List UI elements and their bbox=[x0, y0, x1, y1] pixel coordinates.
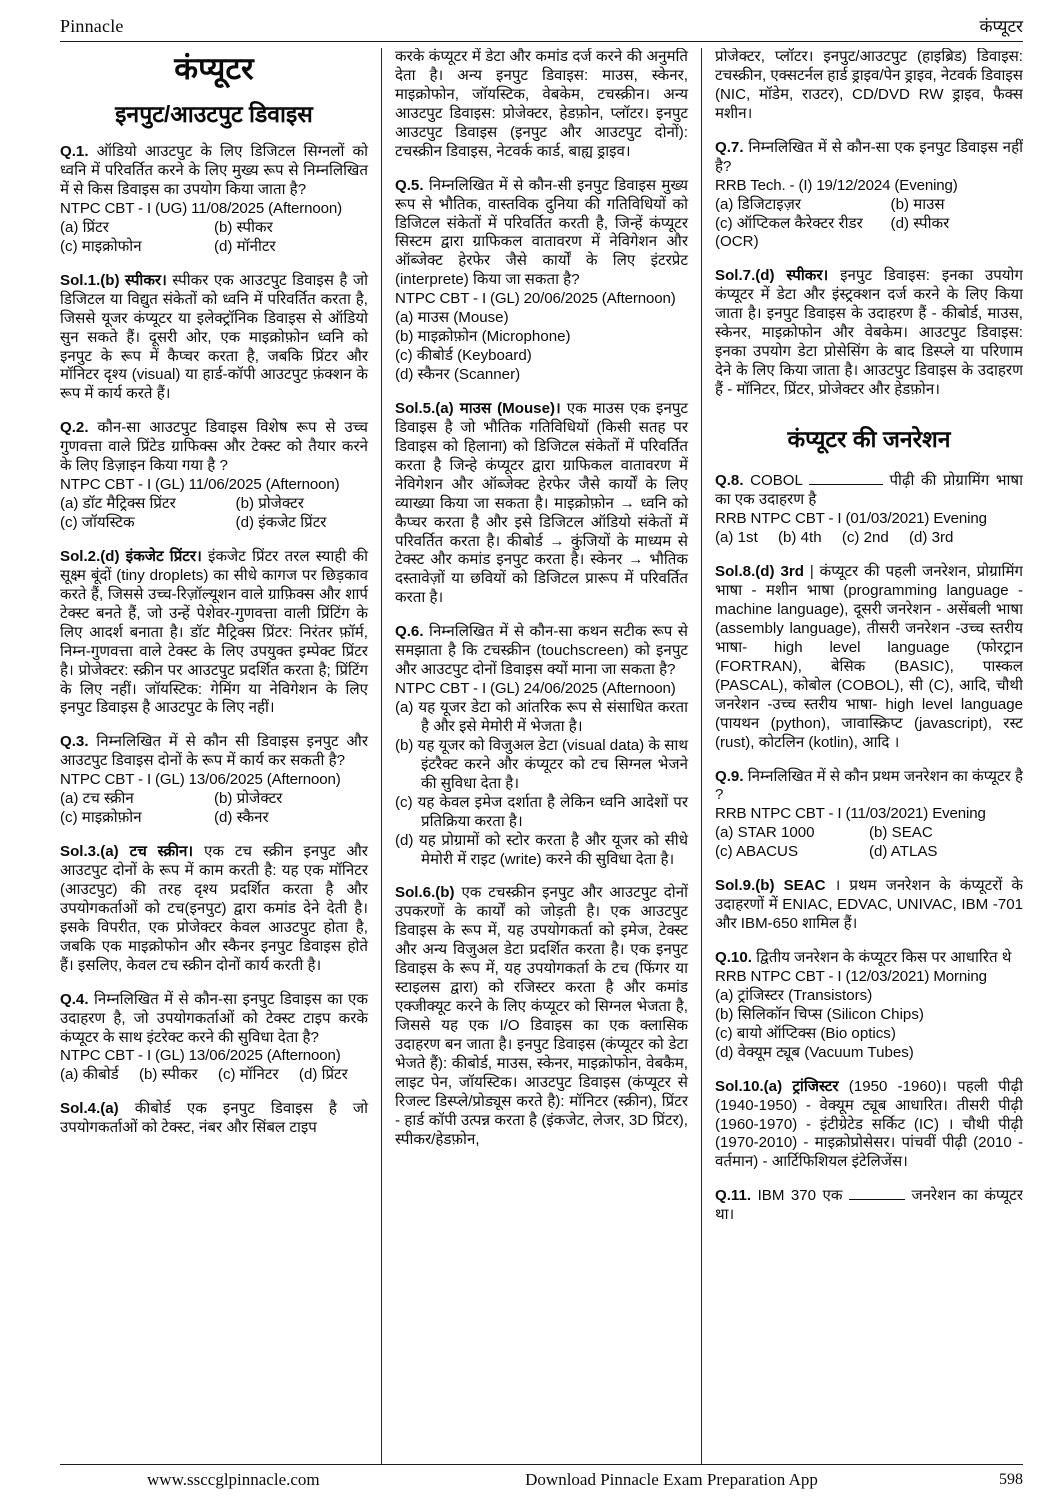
solution-block-10 bbox=[715, 1078, 1023, 1173]
question-5-text bbox=[395, 177, 688, 291]
question-7-source: RRB Tech. - (I) 19/12/2024 (Evening) bbox=[715, 176, 958, 194]
question-8-label: Q.8. bbox=[715, 472, 744, 490]
question-2-label: Q.2. bbox=[60, 419, 89, 437]
question-3-label: Q.3. bbox=[60, 733, 89, 751]
question-block-7 bbox=[715, 139, 1023, 253]
question-4-text bbox=[60, 991, 368, 1048]
fill-blank bbox=[809, 484, 883, 485]
question-4-options bbox=[60, 1066, 368, 1085]
column-1 bbox=[60, 48, 381, 1464]
solution-block-8 bbox=[715, 563, 1023, 752]
solution-1-answer: स्पीकर। bbox=[124, 271, 167, 289]
solution-8-label: Sol.8.(d) bbox=[715, 563, 775, 581]
question-5-body: निम्नलिखित में से कौन-सी इनपुट डिवाइस मुख्य रूप से भौतिक, वास्तविक दुनिया की गतिविधियों को डिजिटल संकेतों में परिवर्तित करती है, जिन्हें कंप्यूटर सिस्टम द्वारा ग्राफिकल वातावरण में नेविगेशन और ऑब्जेक्ट हेरफेर जैसे कार्यों के लिए इंटरप्रेट (interprete) किया जा सकता है? bbox=[395, 176, 689, 289]
solution-1-body: स्पीकर एक आउटपुट डिवाइस है जो डिजिटल या विद्युत संकेतों को ध्वनि में परिवर्तित करता है, जिससे यूजर कंप्यूटर या इलेक्ट्रॉनिक डिवाइस से ऑडियो सुन सकते हैं। दूसरी ओर, एक माइक्रोफ़ोन ध्वनि को इनपुट के रूप में कैप्चर करता है, जबकि प्रिंटर और मॉनिटर दृश्य (visual) या हार्ड-कॉपी आउटपुट फ़ंक्शन के रूप में कार्य करते हैं। bbox=[60, 271, 368, 403]
solution-block-7 bbox=[715, 267, 1023, 400]
solution-8-answer: 3rd bbox=[780, 563, 804, 581]
question-6-source: NTPC CBT - I (GL) 24/06/2025 (Afternoon) bbox=[395, 680, 676, 698]
solution-3-answer: टच स्क्रीन। bbox=[129, 843, 194, 861]
footer-app-promo: Download Pinnacle Exam Preparation App bbox=[525, 1470, 818, 1489]
question-5-label: Q.5. bbox=[395, 176, 424, 194]
question-10-body: द्वितीय जनरेशन के कंप्यूटर किस पर आधारित थे bbox=[756, 949, 1012, 966]
question-9-text bbox=[715, 768, 1023, 806]
option-b[interactable]: (b) माउस bbox=[890, 195, 945, 213]
solution-9-label: Sol.9.(b) bbox=[715, 877, 775, 895]
question-block-10 bbox=[715, 949, 1023, 1063]
question-9-body: निम्नलिखित में से कौन प्रथम जनरेशन का कंप्यूटर है ? bbox=[715, 767, 1023, 804]
column-2 bbox=[381, 48, 702, 1464]
running-head bbox=[22, 14, 1039, 39]
question-9-label: Q.9. bbox=[715, 767, 744, 785]
option-b[interactable]: (b) यह यूजर को विजुअल डेटा (visual data) के साथ इंटरैक्ट करने और कंप्यूटर को टच सिग्नल भेजने की सुविधा देता है। bbox=[395, 736, 688, 792]
option-a[interactable]: (a) कीबोर्ड bbox=[60, 1066, 119, 1084]
question-4-label: Q.4. bbox=[60, 990, 89, 1008]
footer-page-number: 598 bbox=[999, 1471, 1023, 1488]
question-block-11 bbox=[715, 1187, 1023, 1225]
solution-10-text bbox=[715, 1078, 1023, 1173]
section-title: इनपुट/आउटपुट डिवाइस bbox=[115, 100, 313, 127]
question-1-body: ऑडियो आउटपुट के लिए डिजिटल सिग्नलों को ध्वनि में परिवर्तित करने के लिए मुख्य रूप से निम्नलिखित में से किस डिवाइस का उपयोग किया जाता है? bbox=[60, 143, 368, 199]
solution-2-label: Sol.2.(d) bbox=[60, 547, 120, 565]
question-8-text bbox=[715, 472, 1023, 510]
question-9-options bbox=[715, 824, 1023, 862]
question-11-text bbox=[715, 1187, 1023, 1225]
question-3-body: निम्नलिखित में से कौन सी डिवाइस इनपुट और आउटपुट डिवाइस दोनों के रूप में कार्य कर सकती है? bbox=[60, 733, 369, 770]
solution-5-text bbox=[395, 400, 688, 608]
option-c[interactable]: (c) बायो ऑप्टिक्स (Bio optics) bbox=[715, 1024, 896, 1042]
question-3-text bbox=[60, 733, 368, 771]
header-divider bbox=[60, 41, 1023, 42]
solution-7-label: Sol.7.(d) bbox=[715, 267, 775, 285]
question-2-text bbox=[60, 419, 368, 476]
fill-blank bbox=[849, 1199, 905, 1200]
option-b[interactable]: (b) 4th bbox=[777, 529, 822, 547]
solution-3-label: Sol.3.(a) bbox=[60, 843, 119, 861]
question-1-options bbox=[60, 219, 368, 257]
question-6-options bbox=[395, 699, 688, 869]
question-4-source: NTPC CBT - I (GL) 13/06/2025 (Afternoon) bbox=[60, 1047, 341, 1065]
question-4-body: निम्नलिखित में से कौन-सा इनपुट डिवाइस का एक उदाहरण है, जो उपयोगकर्ताओं को टेक्स्ट टाइप करके कंप्यूटर के साथ इंटरेक्ट करने की सुविधा देता है? bbox=[60, 990, 368, 1046]
option-c[interactable]: (c) ऑप्टिकल कैरेक्टर रीडर (OCR) bbox=[715, 214, 863, 251]
question-10-options bbox=[715, 987, 1023, 1063]
option-a[interactable]: (a) प्रिंटर bbox=[60, 218, 109, 236]
question-block-9 bbox=[715, 768, 1023, 863]
option-c[interactable]: (c) 2nd bbox=[841, 529, 889, 547]
solution-1-label: Sol.1.(b) bbox=[60, 271, 120, 289]
option-b[interactable]: (b) सिलिकॉन चिप्स (Silicon Chips) bbox=[715, 1005, 924, 1023]
question-7-text bbox=[715, 139, 1023, 177]
option-c[interactable]: (c) माइक्रोफोन bbox=[60, 237, 142, 255]
question-3-source: NTPC CBT - I (GL) 13/06/2025 (Afternoon) bbox=[60, 771, 341, 789]
solution-3-text bbox=[60, 843, 368, 976]
question-5-source: NTPC CBT - I (GL) 20/06/2025 (Afternoon) bbox=[395, 290, 676, 308]
solution-2-answer: इंकजेट प्रिंटर। bbox=[125, 547, 202, 565]
solution-6-body-part1: एक टचस्क्रीन इनपुट और आउटपुट दोनों उपकरणों के कार्यों को जोड़ती है। एक आउटपुट डिवाइस के रूप में, यह उपयोगकर्ता को इमेज, टेक्स्ट और अन्य विजुअल डेटा प्रदर्शित करता है। एक इनपुट डिवाइस के रूप में, यह उपयोगकर्ता के टच (फिंगर या स्टाइलस द्वारा) को रजिस्टर करता है और कमांड एक्जीक्यूट करने के लिए कंप्यूटर को सिग्नल भेजता है, जिससे यह एक I/O डिवाइस का एक क्लासिक उदाहरण बन जाता है। इनपुट डिवाइस (कंप्यूटर को डेटा भेजते हैं): कीबोर्ड, माउस, स्केनर, माइक्रोफोन, वेबकैम, लाइट पेन, जॉयस्टिक। आउटपुट डिवाइस (कंप्यूटर से रिजल्ट डिस्प्ले/प्रोड्यूस करते है): मॉनिटर (स्क्रीन), प्रिंटर - हार्ड कॉपी उत्पन्न करता है (इंकजेट, लेजर, 3D प्रिंटर), स्पीकर/हेडफ़ोन, bbox=[395, 884, 688, 1148]
page-footer bbox=[22, 1465, 1039, 1500]
question-10-source: RRB NTPC CBT - I (12/03/2021) Morning bbox=[715, 967, 987, 985]
option-c[interactable]: (c) ABACUS bbox=[715, 843, 799, 861]
solution-8-body: | कंप्यूटर की पहली जनरेशन, प्रोग्रामिंग भाषा - मशीन भाषा (programming language - machine language), दूसरी जनरेशन - असेंबली भाषा (assembly language), तीसरी जनरेशन -उच्च स्तरीय भाषा- high level language (फोरट्रान (FORTRAN), बेसिक (BASIC), पास्कल (PASCAL), कोबोल (COBOL), सी (C), आदि, चौथी जनरेशन -उच्च स्तरीय भाषा- high level language (पायथन (python), जावास्क्रिप्ट (javascript), रस्ट (rust), कोटलिन (kotlin), आदि । bbox=[715, 563, 1023, 751]
solution-6-text bbox=[395, 884, 688, 1149]
question-8-body-before: COBOL bbox=[750, 472, 803, 490]
solution-5-body: एक माउस एक इनपुट डिवाइस है जो भौतिक गतिविधियों (किसी सतह पर डिवाइस को हिलाना) को डिजिटल संकेतों में परिवर्तित करता है जिन्हे कंप्यूटर द्वारा ग्राफिकल वातावरण में नेविगेशन और ऑब्जेक्ट हेरफेर जैसे कार्यों के लिए व्याख्या किया जा सकता है। माइक्रोफ़ोन → ध्वनि को कैप्चर करता है और इसे डिजिटल ऑडियो संकेतों में परिवर्तित करता है। कीबोर्ड → कुंजियों के माध्यम से टेक्स्ट और कमांड इनपुट करता है। स्केनर → भौतिक दस्तावेज़ों या छवियों को डिजिटल प्रारूप में परिवर्तित करता है। bbox=[395, 399, 689, 607]
question-1-text bbox=[60, 143, 368, 200]
question-1-source: NTPC CBT - I (UG) 11/08/2025 (Afternoon) bbox=[60, 199, 343, 217]
option-d[interactable]: (d) मॉनीटर bbox=[214, 237, 276, 255]
question-6-text bbox=[395, 623, 688, 680]
question-block-5 bbox=[395, 177, 688, 385]
question-block-3 bbox=[60, 733, 368, 828]
option-d[interactable]: (d) स्कैनर (Scanner) bbox=[395, 366, 521, 383]
question-8-source: RRB NTPC CBT - I (01/03/2021) Evening bbox=[715, 510, 987, 528]
solution-9-body: । प्रथम जनरेशन के कंप्यूटरों के उदाहरणों में ENIAC, EDVAC, UNIVAC, IBM -701 और IBM-650 शामिल हैं। bbox=[715, 877, 1023, 933]
option-a[interactable]: (a) STAR 1000 bbox=[715, 824, 815, 842]
option-b[interactable]: (b) स्पीकर bbox=[138, 1066, 198, 1084]
option-d[interactable]: (d) स्पीकर bbox=[890, 214, 950, 232]
option-d[interactable]: (d) 3rd bbox=[909, 529, 954, 547]
solution-1-text bbox=[60, 272, 368, 405]
option-b[interactable]: (b) प्रोजेक्टर bbox=[235, 495, 304, 513]
question-10-text bbox=[715, 949, 1023, 968]
option-a[interactable]: (a) माउस (Mouse) bbox=[395, 309, 509, 327]
solution-block-5 bbox=[395, 400, 688, 608]
solution-6-continuation bbox=[715, 48, 1023, 124]
solution-block-3 bbox=[60, 843, 368, 976]
option-c[interactable]: (c) कीबोर्ड (Keyboard) bbox=[395, 347, 532, 365]
question-2-source: NTPC CBT - I (GL) 11/06/2025 (Afternoon) bbox=[60, 476, 340, 494]
question-block-8 bbox=[715, 472, 1023, 548]
question-8-body-after: पीढ़ी की प्रोग्रामिंग भाषा का एक उदाहरण है bbox=[715, 472, 1023, 509]
question-block-6 bbox=[395, 623, 688, 869]
option-d[interactable]: (d) स्कैनर bbox=[214, 809, 269, 827]
question-block-2 bbox=[60, 419, 368, 533]
option-a[interactable]: (a) यह यूजर डेटा को आंतरिक रूप से संसाधित करता है और इसे मेमोरी में भेजता है। bbox=[395, 699, 688, 735]
option-a[interactable]: (a) ट्रांजिस्टर (Transistors) bbox=[715, 986, 873, 1004]
solution-4-label: Sol.4.(a) bbox=[60, 1100, 119, 1118]
solution-7-text bbox=[715, 267, 1023, 400]
solution-2-text bbox=[60, 548, 368, 718]
solution-block-6 bbox=[395, 884, 688, 1149]
solution-2-body: इंकजेट प्रिंटर तरल स्याही की सूक्ष्म बूंदों (tiny droplets) का सीधे कागज पर छिड़काव करते हैं, जिससे उच्च-रिज़ॉल्यूशन वाले ग्राफ़िक्स और शार्प टेक्स्ट बनते हैं, जो उन्हें पेशेवर-गुणवत्ता वाली प्रिंटिंग के लिए आदर्श बनाता है। डॉट मैट्रिक्स प्रिंटर: निरंतर फ़ॉर्म, निम्न-गुणवत्ता वाले टेक्स्ट के लिए उपयुक्त इम्पेक्ट प्रिंटर है। प्रोजेक्टर: स्क्रीन पर आउटपुट प्रदर्शित करता है; प्रिंटिंग के लिए नहीं। जॉयस्टिक: गेमिंग या नेविगेशन के लिए इनपुट डिवाइस है आउटपुट के लिए नहीं। bbox=[60, 547, 368, 717]
column-3 bbox=[702, 48, 1023, 1464]
option-a[interactable]: (a) टच स्क्रीन bbox=[60, 790, 134, 808]
solution-block-2 bbox=[60, 548, 368, 718]
solution-6-label: Sol.6.(b) bbox=[395, 884, 455, 902]
option-c[interactable]: (c) मॉनिटर bbox=[217, 1066, 279, 1084]
option-b[interactable]: (b) प्रोजेक्टर bbox=[214, 790, 283, 808]
solution-9-answer: SEAC bbox=[783, 877, 826, 895]
option-b[interactable]: (b) स्पीकर bbox=[214, 218, 273, 236]
solution-10-body: (1950 -1960)। पहली पीढ़ी (1940-1950) - वेक्यूम ट्यूब आधारित। तीसरी पीढ़ी (1960-1970) - इंटीग्रेटेड सर्किट (IC) । चौथी पीढ़ी (1970-2010) - माइक्रोप्रोसेसर। पांचवीं पीढ़ी (2010 - वर्तमान) - आर्टिफिशियल इंटेलिजेंस। bbox=[715, 1077, 1023, 1171]
solution-5-answer: माउस (Mouse)। bbox=[459, 399, 561, 417]
question-6-body: निम्नलिखित में से कौन-सा कथन सटीक रूप से समझाता है कि टचस्क्रीन (touchscreen) को इनपुट और आउटपुट दोनों डिवाइस क्यों माना जा सकता है? bbox=[395, 623, 688, 679]
option-c[interactable]: (c) माइक्रोफ़ोन bbox=[60, 809, 142, 827]
solution-7-body: इनपुट डिवाइस: इनका उपयोग कंप्यूटर में डेटा और इंस्ट्रक्शन दर्ज करने के लिए किया जाता है। इनपुट डिवाइस के उदाहरण हैं - कीबोर्ड, माउस, स्केनर, माइक्रोफोन और वेबकेम। आउटपुट डिवाइस: इनका उपयोग डेटा प्रोसेसिंग के बाद डिस्प्ले या परिणाम देने के लिए किया जाता है। आउटपुट डिवाइस के उदाहरण हैं - मॉनिटर, प्रिंटर, प्रोजेक्टर और हेडफ़ोन। bbox=[715, 267, 1023, 398]
solution-8-text bbox=[715, 563, 1023, 752]
running-head-left: Pinnacle bbox=[60, 16, 124, 36]
solution-6-body-part2: प्रोजेक्टर, प्लॉटर। इनपुट/आउटपुट (हाइब्रिड) डिवाइस: टचस्क्रीन, एक्सटर्नल हार्ड ड्राइव/पेन ड्राइव, नेटवर्क डिवाइस (NIC, मॉडेम, राउटर), CD/DVD RW ड्राइव, फैक्स मशीन। bbox=[715, 48, 1023, 122]
running-head-right: कंप्यूटर bbox=[979, 17, 1023, 36]
option-a[interactable]: (a) डिजिटाइज़र bbox=[715, 195, 802, 213]
question-7-options bbox=[715, 196, 1023, 253]
question-11-body-after: जनरेशन का कंप्यूटर था। bbox=[715, 1187, 1023, 1224]
solution-4-text bbox=[60, 1100, 368, 1138]
option-c[interactable]: (c) यह केवल इमेज दर्शाता है लेकिन ध्वनि आदेशों पर प्रतिक्रिया करता है। bbox=[395, 793, 688, 830]
solution-4-continuation bbox=[395, 48, 688, 162]
chapter-title: कंप्यूटर bbox=[174, 51, 254, 86]
footer-website[interactable]: www.ssccglpinnacle.com bbox=[147, 1470, 320, 1489]
question-2-body: कौन-सा आउटपुट डिवाइस विशेष रूप से उच्च गुणवत्ता वाले प्रिंटेड ग्राफिक्स और टेक्स्ट को तैयार करने के लिए डिज़ाइन किया गया है ? bbox=[60, 419, 369, 475]
option-b[interactable]: (b) माइक्रोफ़ोन (Microphone) bbox=[395, 328, 571, 346]
solution-4-body-part2: करके कंप्यूटर में डेटा और कमांड दर्ज करने की अनुमति देता है। अन्य इनपुट डिवाइस: माउस, स्केनर, माइक्रोफोन, जॉयस्टिक, वेबकेम, टचस्क्रीन। अन्य आउटपुट डिवाइस: प्रोजेक्टर, हेडफ़ोन, प्लॉटर। इनपुट आउटपुट डिवाइस (इनपुट और आउटपुट दोनों): टचस्क्रीन डिवाइस, नेटवर्क कार्ड, बाह्य ड्राइव। bbox=[395, 48, 688, 160]
question-6-label: Q.6. bbox=[395, 623, 424, 641]
option-c[interactable]: (c) जॉयस्टिक bbox=[60, 514, 135, 532]
option-a[interactable]: (a) डॉट मैट्रिक्स प्रिंटर bbox=[60, 495, 176, 513]
question-block-1 bbox=[60, 143, 368, 257]
question-5-options bbox=[395, 309, 688, 385]
solution-10-label: Sol.10.(a) bbox=[715, 1077, 783, 1095]
question-10-label: Q.10. bbox=[715, 949, 752, 966]
question-2-options bbox=[60, 495, 368, 533]
solution-3-body: एक टच स्क्रीन इनपुट और आउटपुट दोनों के रूप में काम करती है: यह एक मॉनिटर (आउटपुट) की तरह दृश्य प्रदर्शित करता है और उपयोगकर्ताओं को टच(इनपुट) द्वारा कमांड देने देती है। इसके विपरीत, एक प्रोजेक्टर केवल आउटपुट होता है, जबकि एक माइक्रोफोन और स्कैनर इनपुट डिवाइस होते हैं। इसलिए, केवल टच स्क्रीन दोनों कार्य करती है। bbox=[60, 843, 368, 974]
column-container bbox=[60, 48, 1023, 1464]
question-7-label: Q.7. bbox=[715, 138, 744, 156]
question-8-options bbox=[715, 529, 1023, 548]
question-11-body-before: IBM 370 एक bbox=[757, 1187, 843, 1205]
solution-7-answer: स्पीकर। bbox=[786, 267, 829, 285]
question-7-body: निम्नलिखित में से कौन-सा एक इनपुट डिवाइस नहीं है? bbox=[715, 138, 1023, 175]
option-d[interactable]: (d) यह प्रोग्रामों को स्टोर करता है और यूजर को सीधे मेमोरी में राइट (write) करने की सुविधा देता है। bbox=[395, 831, 688, 868]
question-9-source: RRB NTPC CBT - I (11/03/2021) Evening bbox=[715, 805, 986, 823]
solution-4-body-part1: कीबोर्ड एक इनपुट डिवाइस है जो उपयोगकर्ताओं को टेक्स्ट, नंबर और सिंबल टाइप bbox=[60, 1100, 368, 1137]
section-title-2: कंप्यूटर की जनरेशन bbox=[787, 425, 951, 452]
solution-10-answer: ट्रांजिस्टर bbox=[792, 1077, 839, 1095]
question-block-4 bbox=[60, 991, 368, 1086]
option-a[interactable]: (a) 1st bbox=[715, 529, 758, 547]
solution-9-text bbox=[715, 877, 1023, 934]
option-d[interactable]: (d) ATLAS bbox=[869, 843, 938, 861]
solution-block-4 bbox=[60, 1100, 368, 1138]
option-d[interactable]: (d) वेक्यूम ट्यूब (Vacuum Tubes) bbox=[715, 1043, 914, 1061]
option-d[interactable]: (d) प्रिंटर bbox=[298, 1066, 348, 1084]
option-d[interactable]: (d) इंकजेट प्रिंटर bbox=[235, 514, 327, 532]
question-11-label: Q.11. bbox=[715, 1187, 752, 1205]
solution-block-1 bbox=[60, 272, 368, 405]
question-3-options bbox=[60, 790, 368, 828]
solution-block-9 bbox=[715, 877, 1023, 934]
solution-5-label: Sol.5.(a) bbox=[395, 399, 454, 417]
question-1-label: Q.1. bbox=[60, 143, 89, 161]
option-b[interactable]: (b) SEAC bbox=[869, 824, 933, 842]
